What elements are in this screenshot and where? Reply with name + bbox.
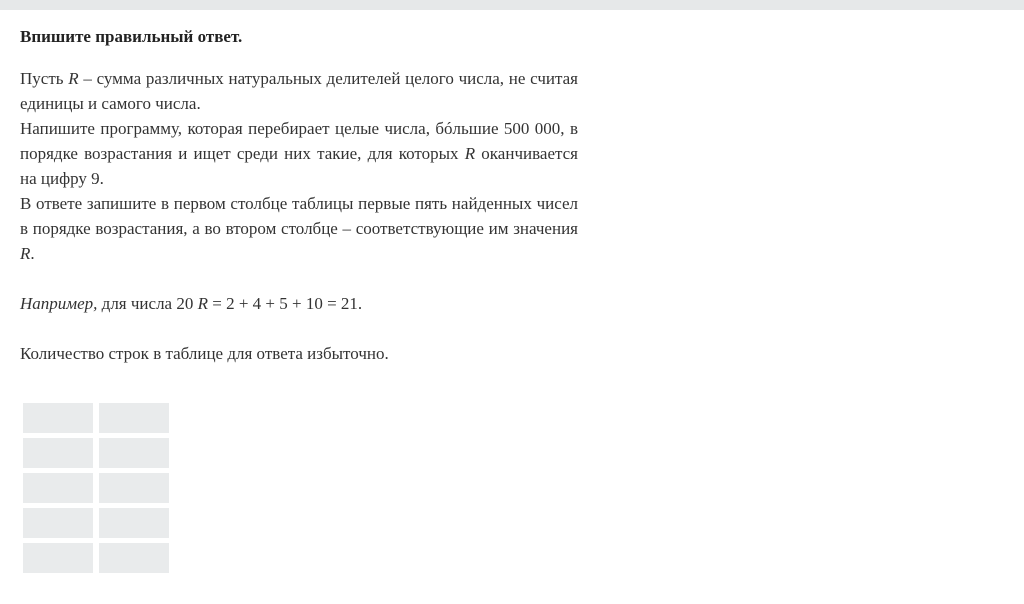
text-fragment: В ответе запишите в первом столбце таблицы первые пять найденных чисел в порядке возрастания, а во втором столбце – соответствующие им значения (20, 194, 578, 238)
answer-table (23, 403, 169, 573)
answer-cell-r3-c1[interactable] (23, 473, 93, 503)
text-fragment: для числа 20 (97, 294, 198, 313)
note-line: Количество строк в таблице для ответа избыточно. (20, 344, 389, 363)
task-statement (20, 66, 578, 366)
answer-cell-r5-c1[interactable] (23, 543, 93, 573)
answer-cell-r4-c1[interactable] (23, 508, 93, 538)
answer-cell-r4-c2[interactable] (99, 508, 169, 538)
variable-r: R (20, 244, 31, 263)
answer-cell-r2-c1[interactable] (23, 438, 93, 468)
answer-cell-r2-c2[interactable] (99, 438, 169, 468)
answer-cell-r1-c1[interactable] (23, 403, 93, 433)
answer-cell-r1-c2[interactable] (99, 403, 169, 433)
text-fragment: Напишите программу, которая перебирает целые числа, бóльшие 500 000, в порядке возрастания и ищет среди них такие, для которых (20, 119, 578, 163)
variable-r: R (68, 69, 79, 88)
variable-r: R (197, 294, 208, 313)
task-heading: Впишите правильный ответ. (20, 27, 243, 46)
variable-r: R (464, 144, 476, 163)
example-line (20, 291, 578, 316)
text-fragment: – сумма различных натуральных делителей целого числа, не считая единицы и самого числа. (20, 69, 578, 113)
task-paragraph-2 (20, 116, 578, 191)
task-paragraph-1 (20, 66, 578, 116)
answer-cell-r5-c2[interactable] (99, 543, 169, 573)
answer-cell-r3-c2[interactable] (99, 473, 169, 503)
spacer (20, 266, 578, 291)
spacer (20, 316, 578, 341)
task-paragraph-3 (20, 191, 578, 266)
text-fragment: . (30, 244, 35, 263)
example-label: Например, (20, 294, 98, 313)
text-fragment: Пусть (20, 69, 69, 88)
top-bar (0, 0, 1024, 10)
text-fragment: оканчивается на цифру 9. (20, 144, 578, 188)
task-content (20, 26, 578, 366)
text-fragment: = 2 + 4 + 5 + 10 = 21. (208, 294, 363, 313)
